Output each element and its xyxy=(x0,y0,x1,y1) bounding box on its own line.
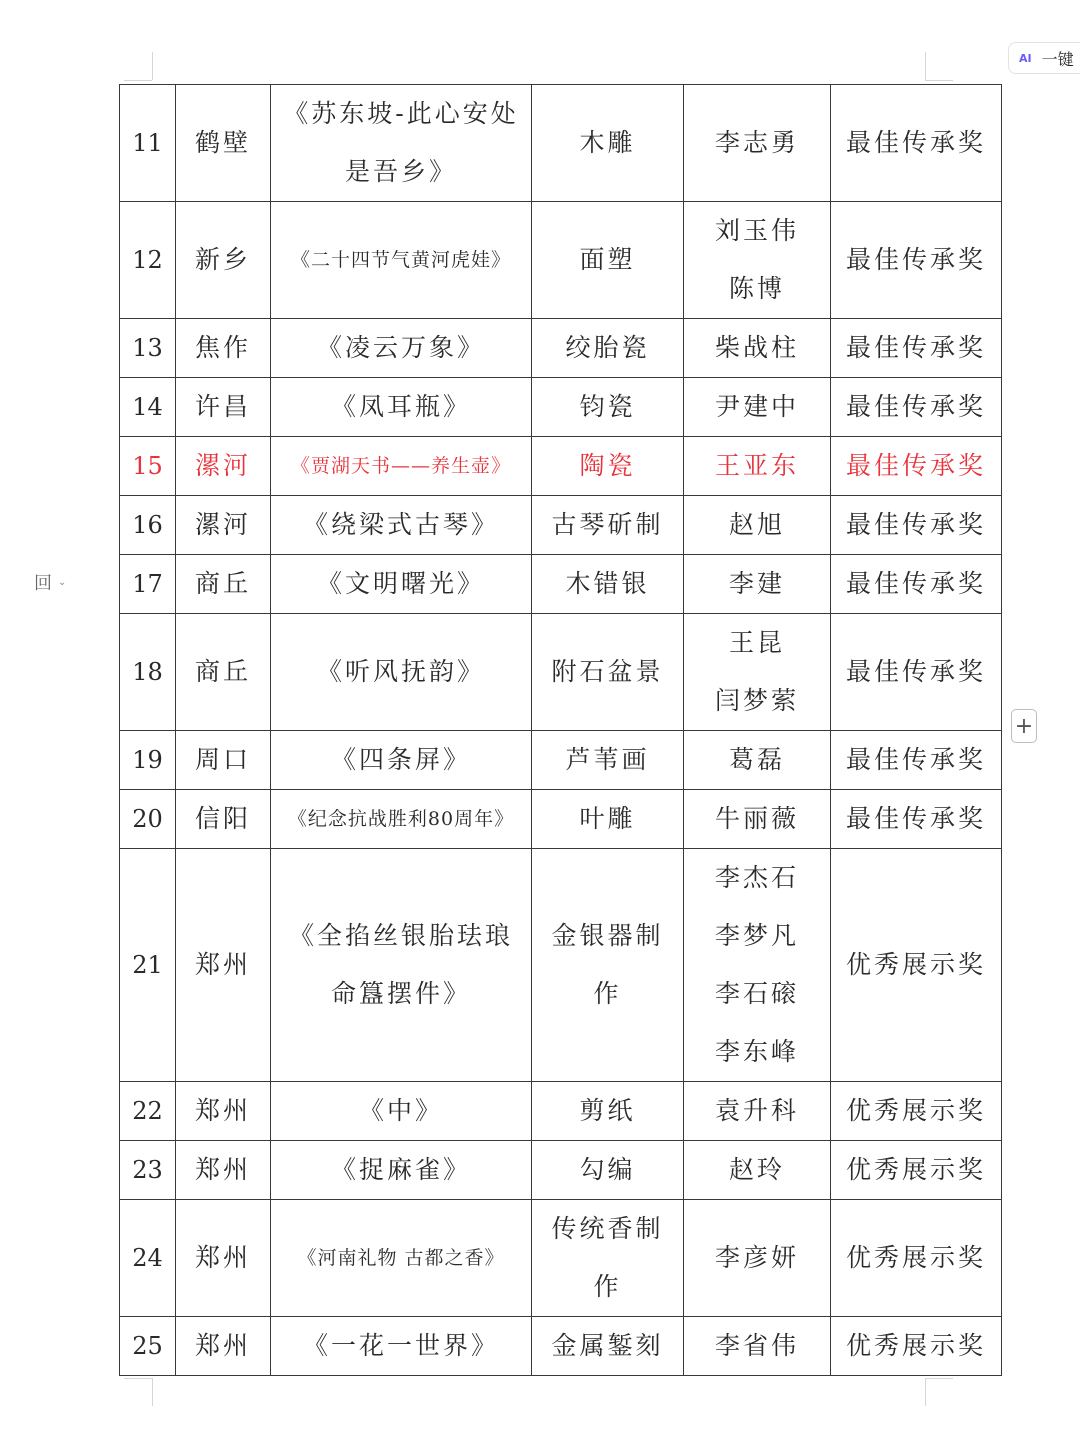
cell-award[interactable]: 最佳传承奖 xyxy=(831,496,1002,555)
cell-artisan[interactable] xyxy=(684,85,831,202)
cell-craft[interactable] xyxy=(532,790,684,849)
cell-work-title-line: 《苏东坡-此心安处 xyxy=(283,99,519,128)
page-corner-mark xyxy=(124,80,152,81)
cell-craft-line: 剪纸 xyxy=(579,1096,636,1125)
table-row xyxy=(120,319,1002,378)
cell-craft[interactable] xyxy=(532,1317,684,1376)
cell-artisan[interactable] xyxy=(684,1082,831,1141)
cell-award[interactable]: 最佳传承奖 xyxy=(831,790,1002,849)
cell-artisan[interactable] xyxy=(684,614,831,731)
cell-craft[interactable] xyxy=(532,437,684,496)
table-row xyxy=(120,85,1002,202)
table-row xyxy=(120,378,1002,437)
cell-work-title[interactable] xyxy=(271,1200,532,1317)
cell-work-title-line: 《纪念抗战胜利80周年》 xyxy=(287,808,515,830)
cell-artisan-line: 李梦凡 xyxy=(714,921,799,950)
table-row xyxy=(120,1200,1002,1317)
cell-craft[interactable] xyxy=(532,319,684,378)
cell-city[interactable]: 郑州 xyxy=(176,1082,271,1141)
cell-city[interactable]: 鹤壁 xyxy=(176,85,271,202)
cell-city[interactable]: 商丘 xyxy=(176,555,271,614)
cell-artisan-line: 李志勇 xyxy=(714,128,799,157)
cell-artisan[interactable] xyxy=(684,1200,831,1317)
table-row xyxy=(120,1082,1002,1141)
cell-work-title-line: 《绕梁式古琴》 xyxy=(302,510,499,539)
table-row xyxy=(120,790,1002,849)
cell-craft[interactable] xyxy=(532,496,684,555)
cell-number[interactable]: 14 xyxy=(120,378,176,437)
cell-artisan[interactable] xyxy=(684,555,831,614)
cell-work-title-line: 《河南礼物 古都之香》 xyxy=(297,1247,505,1269)
cell-artisan[interactable] xyxy=(684,496,831,555)
cell-work-title-line: 《听风抚韵》 xyxy=(316,657,485,686)
cell-number[interactable]: 13 xyxy=(120,319,176,378)
cell-work-title[interactable] xyxy=(271,319,532,378)
cell-craft[interactable] xyxy=(532,849,684,1082)
cell-artisan-line: 李省伟 xyxy=(714,1331,799,1360)
cell-work-title-line: 《全掐丝银胎珐琅 xyxy=(288,921,513,950)
page-corner-mark xyxy=(152,1378,153,1406)
cell-craft-line: 陶瓷 xyxy=(579,451,636,480)
cell-work-title-line: 《四条屏》 xyxy=(330,745,471,774)
cell-number[interactable]: 11 xyxy=(120,85,176,202)
cell-work-title[interactable] xyxy=(271,849,532,1082)
cell-city[interactable]: 信阳 xyxy=(176,790,271,849)
cell-work-title-line: 《凌云万象》 xyxy=(316,333,485,362)
cell-number[interactable]: 22 xyxy=(120,1082,176,1141)
cell-work-title[interactable] xyxy=(271,378,532,437)
cell-number[interactable]: 23 xyxy=(120,1141,176,1200)
cell-artisan-line: 李建 xyxy=(728,569,785,598)
cell-work-title-line: 《中》 xyxy=(358,1096,443,1125)
page-corner-mark xyxy=(925,80,953,81)
cell-artisan-line: 尹建中 xyxy=(714,392,799,421)
cell-artisan[interactable] xyxy=(684,849,831,1082)
cell-work-title[interactable] xyxy=(271,496,532,555)
cell-craft-line: 古琴斫制 xyxy=(551,510,664,539)
block-handle[interactable] xyxy=(34,570,82,594)
ai-icon: AI xyxy=(1019,51,1032,65)
page-corner-mark xyxy=(925,52,926,80)
table-row xyxy=(120,202,1002,319)
cell-artisan[interactable] xyxy=(684,378,831,437)
cell-craft[interactable] xyxy=(532,555,684,614)
cell-craft[interactable] xyxy=(532,378,684,437)
cell-craft-line: 面塑 xyxy=(579,245,636,274)
cell-artisan-line: 李杰石 xyxy=(714,863,799,892)
cell-work-title[interactable] xyxy=(271,790,532,849)
cell-work-title[interactable] xyxy=(271,1141,532,1200)
cell-artisan-line: 李彦妍 xyxy=(714,1243,799,1272)
cell-award[interactable]: 最佳传承奖 xyxy=(831,731,1002,790)
page-corner-mark xyxy=(925,1378,926,1406)
cell-artisan-line: 赵旭 xyxy=(728,510,785,539)
cell-artisan-line: 牛丽薇 xyxy=(714,804,799,833)
cell-work-title[interactable] xyxy=(271,437,532,496)
cell-artisan[interactable] xyxy=(684,1141,831,1200)
cell-city[interactable]: 商丘 xyxy=(176,614,271,731)
table-row xyxy=(120,1141,1002,1200)
cell-number[interactable]: 21 xyxy=(120,849,176,1082)
block-icon: 回 xyxy=(34,573,52,594)
cell-craft[interactable] xyxy=(532,85,684,202)
table-row xyxy=(120,437,1002,496)
cell-craft-line: 金银器制 xyxy=(551,921,664,950)
cell-award[interactable]: 最佳传承奖 xyxy=(831,85,1002,202)
cell-craft-line: 作 xyxy=(593,979,622,1008)
cell-craft[interactable] xyxy=(532,202,684,319)
cell-artisan-line: 王昆 xyxy=(728,628,785,657)
cell-award[interactable]: 优秀展示奖 xyxy=(831,849,1002,1082)
cell-city[interactable]: 周口 xyxy=(176,731,271,790)
cell-work-title[interactable] xyxy=(271,1082,532,1141)
cell-city[interactable]: 漯河 xyxy=(176,496,271,555)
cell-craft-line: 芦苇画 xyxy=(565,745,650,774)
cell-work-title[interactable] xyxy=(271,614,532,731)
cell-craft[interactable] xyxy=(532,1200,684,1317)
table-row xyxy=(120,555,1002,614)
cell-city[interactable]: 新乡 xyxy=(176,202,271,319)
cell-artisan[interactable] xyxy=(684,202,831,319)
cell-award[interactable]: 最佳传承奖 xyxy=(831,437,1002,496)
ai-button-label: 一键 xyxy=(1041,49,1074,69)
cell-work-title-line: 是吾乡》 xyxy=(344,157,457,186)
cell-artisan-line: 陈博 xyxy=(728,274,785,303)
cell-number[interactable]: 25 xyxy=(120,1317,176,1376)
ai-one-click-button[interactable] xyxy=(1008,42,1080,74)
cell-craft-line: 木雕 xyxy=(579,128,636,157)
cell-craft-line: 传统香制 xyxy=(551,1214,664,1243)
cell-artisan[interactable] xyxy=(684,319,831,378)
cell-work-title-line: 《捉麻雀》 xyxy=(330,1155,471,1184)
cell-craft[interactable] xyxy=(532,1082,684,1141)
cell-artisan-line: 柴战柱 xyxy=(714,333,799,362)
cell-artisan-line: 王亚东 xyxy=(714,451,799,480)
cell-craft[interactable] xyxy=(532,1141,684,1200)
page-corner-mark xyxy=(124,1378,152,1379)
cell-craft[interactable] xyxy=(532,614,684,731)
cell-number[interactable]: 12 xyxy=(120,202,176,319)
cell-award[interactable]: 优秀展示奖 xyxy=(831,1317,1002,1376)
table-row xyxy=(120,614,1002,731)
cell-craft-line: 附石盆景 xyxy=(551,657,664,686)
page-corner-mark xyxy=(152,52,153,80)
cell-work-title-line: 《一花一世界》 xyxy=(302,1331,499,1360)
table-row xyxy=(120,731,1002,790)
cell-artisan[interactable] xyxy=(684,731,831,790)
cell-craft-line: 作 xyxy=(593,1272,622,1301)
cell-city[interactable]: 许昌 xyxy=(176,378,271,437)
cell-number[interactable]: 17 xyxy=(120,555,176,614)
cell-craft-line: 绞胎瓷 xyxy=(565,333,650,362)
cell-award[interactable]: 最佳传承奖 xyxy=(831,378,1002,437)
cell-number[interactable]: 16 xyxy=(120,496,176,555)
plus-icon: + xyxy=(1014,713,1034,739)
cell-craft[interactable] xyxy=(532,731,684,790)
cell-award[interactable]: 最佳传承奖 xyxy=(831,614,1002,731)
cell-craft-line: 木错银 xyxy=(565,569,650,598)
cell-work-title-line: 命簋摆件》 xyxy=(330,979,471,1008)
cell-award[interactable]: 最佳传承奖 xyxy=(831,319,1002,378)
cell-number[interactable]: 19 xyxy=(120,731,176,790)
page-corner-mark xyxy=(925,1378,953,1379)
award-table-body xyxy=(120,85,1002,1376)
cell-craft-line: 叶雕 xyxy=(579,804,636,833)
table-row xyxy=(120,849,1002,1082)
cell-number[interactable]: 18 xyxy=(120,614,176,731)
cell-award[interactable]: 最佳传承奖 xyxy=(831,555,1002,614)
cell-artisan-line: 袁升科 xyxy=(714,1096,799,1125)
cell-work-title-line: 《二十四节气黄河虎娃》 xyxy=(290,249,511,271)
cell-work-title[interactable] xyxy=(271,202,532,319)
cell-craft-line: 金属錾刻 xyxy=(551,1331,664,1360)
cell-number[interactable]: 24 xyxy=(120,1200,176,1317)
cell-city[interactable]: 郑州 xyxy=(176,1200,271,1317)
cell-artisan-line: 李石磙 xyxy=(714,979,799,1008)
cell-award[interactable]: 优秀展示奖 xyxy=(831,1200,1002,1317)
cell-city[interactable]: 郑州 xyxy=(176,1317,271,1376)
cell-artisan-line: 李东峰 xyxy=(714,1037,799,1066)
cell-work-title[interactable] xyxy=(271,85,532,202)
cell-work-title[interactable] xyxy=(271,555,532,614)
cell-award[interactable]: 最佳传承奖 xyxy=(831,202,1002,319)
cell-award[interactable]: 优秀展示奖 xyxy=(831,1141,1002,1200)
add-column-button[interactable] xyxy=(1011,709,1037,743)
cell-number[interactable]: 15 xyxy=(120,437,176,496)
cell-number[interactable]: 20 xyxy=(120,790,176,849)
cell-award[interactable]: 优秀展示奖 xyxy=(831,1082,1002,1141)
cell-artisan-line: 刘玉伟 xyxy=(714,216,799,245)
cell-artisan[interactable] xyxy=(684,437,831,496)
cell-work-title[interactable] xyxy=(271,731,532,790)
chevron-down-icon: ⌄ xyxy=(58,576,67,588)
cell-artisan[interactable] xyxy=(684,790,831,849)
cell-craft-line: 勾编 xyxy=(579,1155,636,1184)
cell-work-title-line: 《贾湖天书——养生壶》 xyxy=(290,455,511,477)
cell-city[interactable]: 漯河 xyxy=(176,437,271,496)
cell-city[interactable]: 郑州 xyxy=(176,849,271,1082)
cell-artisan[interactable] xyxy=(684,1317,831,1376)
table-row xyxy=(120,1317,1002,1376)
cell-artisan-line: 葛磊 xyxy=(728,745,785,774)
cell-city[interactable]: 焦作 xyxy=(176,319,271,378)
cell-artisan-line: 赵玲 xyxy=(728,1155,785,1184)
cell-work-title[interactable] xyxy=(271,1317,532,1376)
cell-work-title-line: 《文明曙光》 xyxy=(316,569,485,598)
cell-artisan-line: 闫梦萦 xyxy=(714,686,799,715)
cell-craft-line: 钧瓷 xyxy=(579,392,636,421)
cell-city[interactable]: 郑州 xyxy=(176,1141,271,1200)
award-table xyxy=(119,84,1002,1376)
cell-work-title-line: 《凤耳瓶》 xyxy=(330,392,471,421)
table-row xyxy=(120,496,1002,555)
